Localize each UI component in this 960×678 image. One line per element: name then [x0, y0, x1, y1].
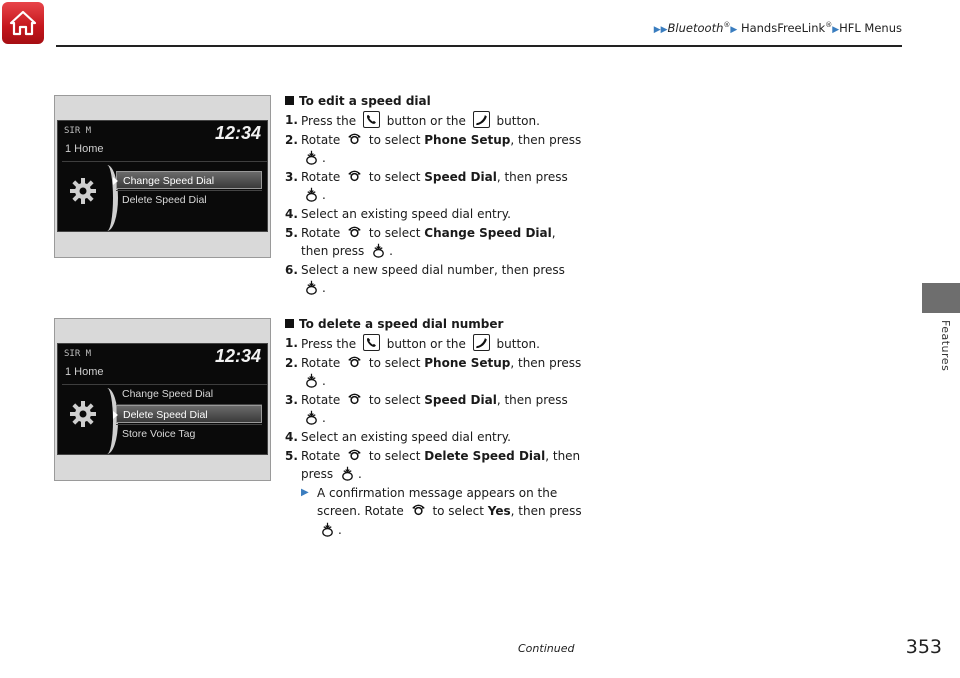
press-icon — [301, 374, 322, 388]
procedure-edit-speed-dial — [285, 92, 585, 298]
breadcrumb-item[interactable]: Bluetooth — [667, 21, 724, 35]
step-text: , then press — [510, 504, 582, 519]
step-text: , then press — [510, 132, 582, 147]
signal-status: SIR M — [64, 126, 92, 136]
procedure-title — [285, 92, 585, 111]
procedure-step — [285, 168, 585, 205]
menu-item[interactable] — [116, 405, 262, 423]
step-number: 5. — [285, 448, 298, 463]
step-text: . — [322, 151, 326, 166]
breadcrumb-sup: ® — [723, 21, 731, 30]
menu-item[interactable] — [116, 171, 262, 189]
step-body — [301, 205, 585, 224]
section-label: Features — [939, 320, 952, 372]
selector-arc — [96, 388, 118, 454]
step-text: Rotate — [301, 448, 345, 463]
menu-term: Delete Speed Dial — [424, 448, 546, 463]
step-text: button or the — [382, 337, 470, 352]
step-text: . — [358, 467, 362, 482]
step-number: 4. — [285, 430, 298, 445]
procedure-step — [285, 447, 585, 484]
step-text: , then press — [496, 392, 568, 407]
display-screen — [57, 343, 268, 455]
selector-knob-icon — [344, 393, 365, 407]
step-result — [285, 484, 585, 540]
step-text: to select — [428, 504, 488, 519]
press-icon — [317, 523, 338, 537]
step-number: 2. — [285, 132, 298, 147]
step-body — [301, 224, 585, 261]
breadcrumb-arrow-icon: ▶ — [832, 25, 840, 35]
home-button[interactable] — [2, 2, 44, 44]
step-text: Press the — [301, 337, 360, 352]
step-text: , then press — [510, 355, 582, 370]
menu-item-label: Store Voice Tag — [122, 428, 196, 440]
selector-arc — [96, 165, 118, 231]
menu-term: Change Speed Dial — [424, 225, 552, 240]
step-text: to select — [365, 392, 425, 407]
step-text: . — [322, 281, 326, 296]
procedure-step — [285, 261, 585, 298]
result-body — [317, 484, 585, 540]
menu-item[interactable] — [116, 191, 262, 209]
procedure-title-text: To edit a speed dial — [299, 94, 431, 108]
display-screen — [57, 120, 268, 232]
step-number: 6. — [285, 262, 298, 277]
step-text: A confirmation message appears on the screen. Rotate — [317, 485, 558, 519]
selector-knob-icon — [344, 133, 365, 147]
step-number: 2. — [285, 355, 298, 370]
procedure-step — [285, 205, 585, 224]
selector-knob-icon — [408, 504, 429, 518]
menu-item-label: Change Speed Dial — [123, 175, 215, 187]
press-icon — [301, 188, 322, 202]
press-icon — [301, 281, 322, 295]
home-line: 1 Home — [65, 366, 104, 378]
step-body — [301, 131, 585, 168]
header-rule — [56, 45, 902, 47]
step-text: , then press — [301, 225, 556, 259]
screen-image-delete — [54, 318, 271, 481]
step-text: Rotate — [301, 169, 345, 184]
step-text: Rotate — [301, 392, 345, 407]
press-icon — [368, 244, 389, 258]
selector-knob-icon — [344, 449, 365, 463]
step-body — [301, 261, 585, 298]
square-bullet-icon — [285, 319, 294, 328]
menu-item[interactable] — [116, 425, 262, 443]
procedure-step — [285, 354, 585, 391]
procedure-step — [285, 111, 585, 131]
breadcrumb-arrow-icon: ▶ — [730, 25, 738, 35]
step-text: , then press — [301, 448, 581, 482]
step-body — [301, 334, 585, 354]
step-body — [301, 447, 585, 484]
continued-label: Continued — [518, 642, 575, 655]
step-text: button or the — [382, 114, 470, 129]
signal-status: SIR M — [64, 349, 92, 359]
phone-button-icon — [360, 114, 383, 128]
step-text: to select — [365, 132, 425, 147]
menu-term: Speed Dial — [424, 392, 497, 407]
step-number: 4. — [285, 207, 298, 222]
home-line: 1 Home — [65, 143, 104, 155]
pickup-button-icon — [470, 337, 493, 351]
step-text: to select — [365, 225, 425, 240]
step-text: to select — [365, 169, 425, 184]
step-body — [301, 428, 585, 447]
step-text: . — [322, 188, 326, 203]
step-number: 3. — [285, 392, 298, 407]
press-icon — [337, 467, 358, 481]
selector-knob-icon — [344, 170, 365, 184]
step-number: 5. — [285, 225, 298, 240]
procedure-title-text: To delete a speed dial number — [299, 317, 504, 331]
step-number: 1. — [285, 336, 298, 351]
menu-item-label: Delete Speed Dial — [122, 194, 207, 206]
breadcrumb-item[interactable]: HandsFreeLink — [737, 21, 826, 35]
menu-item-label: Change Speed Dial — [122, 388, 214, 400]
pointer-icon — [113, 177, 118, 185]
menu-term: Phone Setup — [424, 132, 511, 147]
clock: 12:34 — [214, 123, 261, 143]
step-text: . — [322, 374, 326, 389]
procedure-title — [285, 315, 585, 334]
selector-knob-icon — [344, 226, 365, 240]
home-icon — [8, 8, 38, 38]
step-text: Rotate — [301, 132, 345, 147]
gear-icon — [68, 176, 98, 206]
procedure-step — [285, 131, 585, 168]
menu-item-label: Delete Speed Dial — [123, 409, 208, 421]
step-text: . — [389, 244, 393, 259]
menu-term: Speed Dial — [424, 169, 497, 184]
result-arrow-icon: ▶ — [301, 486, 309, 498]
step-body — [301, 111, 585, 131]
screen-image-edit — [54, 95, 271, 258]
step-text: Press the — [301, 114, 360, 129]
breadcrumb-arrow-icon: ▶▶ — [653, 25, 668, 35]
breadcrumb-item[interactable]: HFL Menus — [839, 21, 902, 35]
phone-button-icon — [360, 337, 383, 351]
step-text: Select an existing speed dial entry. — [301, 207, 511, 222]
procedure-step — [285, 224, 585, 261]
step-text: Select an existing speed dial entry. — [301, 430, 511, 445]
step-text: , then press — [496, 169, 568, 184]
step-text: Rotate — [301, 355, 345, 370]
breadcrumb — [654, 21, 902, 35]
step-text: Rotate — [301, 225, 345, 240]
breadcrumb-sup: ® — [825, 21, 833, 30]
clock: 12:34 — [214, 346, 261, 366]
procedure-step — [285, 334, 585, 354]
step-text: Select a new speed dial number, then press — [301, 262, 565, 277]
pointer-icon — [113, 411, 118, 419]
procedure-step — [285, 391, 585, 428]
section-tab — [922, 283, 960, 313]
step-text: to select — [365, 355, 425, 370]
step-text: to select — [365, 448, 425, 463]
step-body — [301, 391, 585, 428]
step-text: . — [338, 523, 342, 538]
selector-knob-icon — [344, 356, 365, 370]
pickup-button-icon — [470, 114, 493, 128]
menu-term: Phone Setup — [424, 355, 511, 370]
procedure-delete-speed-dial — [285, 315, 585, 540]
step-number: 3. — [285, 169, 298, 184]
gear-icon — [68, 399, 98, 429]
step-text: button. — [492, 114, 540, 129]
step-number: 1. — [285, 113, 298, 128]
step-body — [301, 354, 585, 391]
square-bullet-icon — [285, 96, 294, 105]
divider — [62, 161, 267, 162]
page-number: 353 — [905, 636, 942, 658]
menu-term: Yes — [487, 504, 511, 519]
press-icon — [301, 151, 322, 165]
procedure-step — [285, 428, 585, 447]
press-icon — [301, 411, 322, 425]
step-body — [301, 168, 585, 205]
step-text: button. — [492, 337, 540, 352]
step-text: . — [322, 411, 326, 426]
menu-item[interactable] — [116, 385, 262, 403]
